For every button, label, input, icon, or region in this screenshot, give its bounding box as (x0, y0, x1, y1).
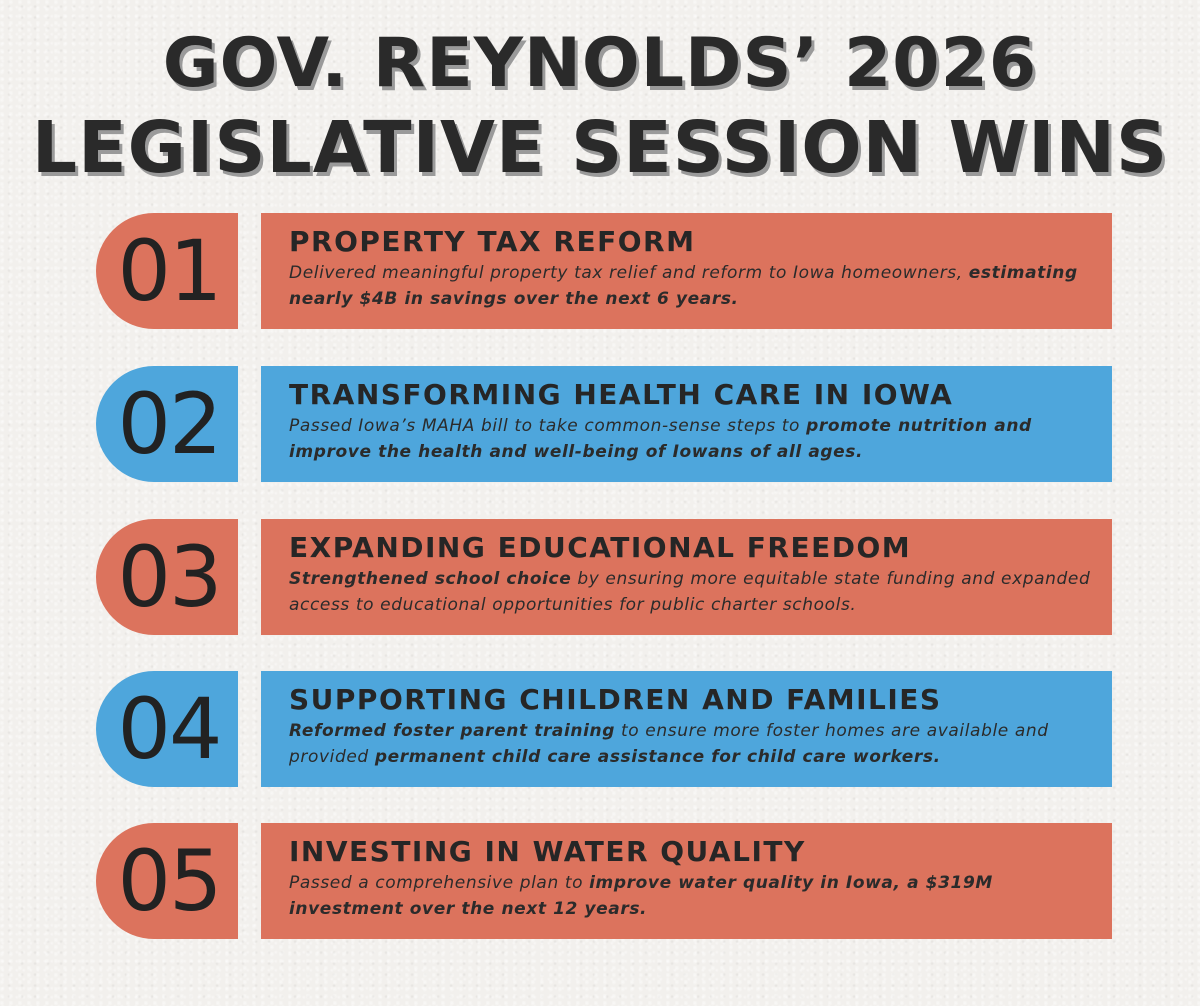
item-description (289, 870, 1092, 922)
item-card (261, 823, 1112, 939)
item-description (289, 413, 1092, 465)
item-description (289, 718, 1092, 770)
desc-segment: Passed Iowa’s MAHA bill to take common-sense steps to (289, 416, 807, 436)
item-number: 02 (117, 375, 221, 473)
desc-segment: Delivered meaningful property tax relief and reform to Iowa homeowners, (289, 263, 969, 283)
item-number: 04 (117, 680, 221, 778)
list-item (0, 366, 1200, 482)
desc-segment-bold: Reformed foster parent training (289, 721, 616, 741)
item-number: 03 (117, 528, 221, 626)
item-heading: TRANSFORMING HEALTH CARE IN IOWA (289, 378, 954, 411)
list-item (0, 823, 1200, 939)
list-item (0, 671, 1200, 787)
item-heading: EXPANDING EDUCATIONAL FREEDOM (289, 531, 912, 564)
desc-segment: by ensuring more equitable state funding and expanded access to educational opportunities for public charter schools. (289, 569, 1091, 615)
list-item (0, 213, 1200, 329)
page-title-line-1: GOV. REYNOLDS’ 2026 (162, 24, 1038, 103)
item-heading: SUPPORTING CHILDREN AND FAMILIES (289, 683, 942, 716)
desc-segment-bold: Strengthened school choice (289, 569, 572, 589)
desc-segment: Passed a comprehensive plan to (289, 873, 590, 893)
item-number: 05 (117, 832, 221, 930)
desc-segment-bold: permanent child care assistance for child care workers. (374, 747, 941, 767)
item-description (289, 566, 1092, 618)
desc-segment-bold: estimating nearly $4B in savings over the next 6 years. (289, 263, 1078, 309)
item-card (261, 671, 1112, 787)
desc-segment-bold: improve water quality in Iowa, a $319M investment over the next 12 years. (289, 873, 993, 919)
item-number: 01 (117, 222, 221, 320)
item-description (289, 260, 1092, 312)
desc-segment: to ensure more foster homes are available and provided (289, 721, 1049, 767)
list-item (0, 519, 1200, 635)
item-heading: INVESTING IN WATER QUALITY (289, 835, 806, 868)
item-card (261, 213, 1112, 329)
item-card (261, 519, 1112, 635)
page-title-line-2: LEGISLATIVE SESSION WINS (31, 106, 1169, 189)
item-heading: PROPERTY TAX REFORM (289, 225, 696, 258)
item-card (261, 366, 1112, 482)
desc-segment-bold: promote nutrition and improve the health and well-being of Iowans of all ages. (289, 416, 1032, 462)
